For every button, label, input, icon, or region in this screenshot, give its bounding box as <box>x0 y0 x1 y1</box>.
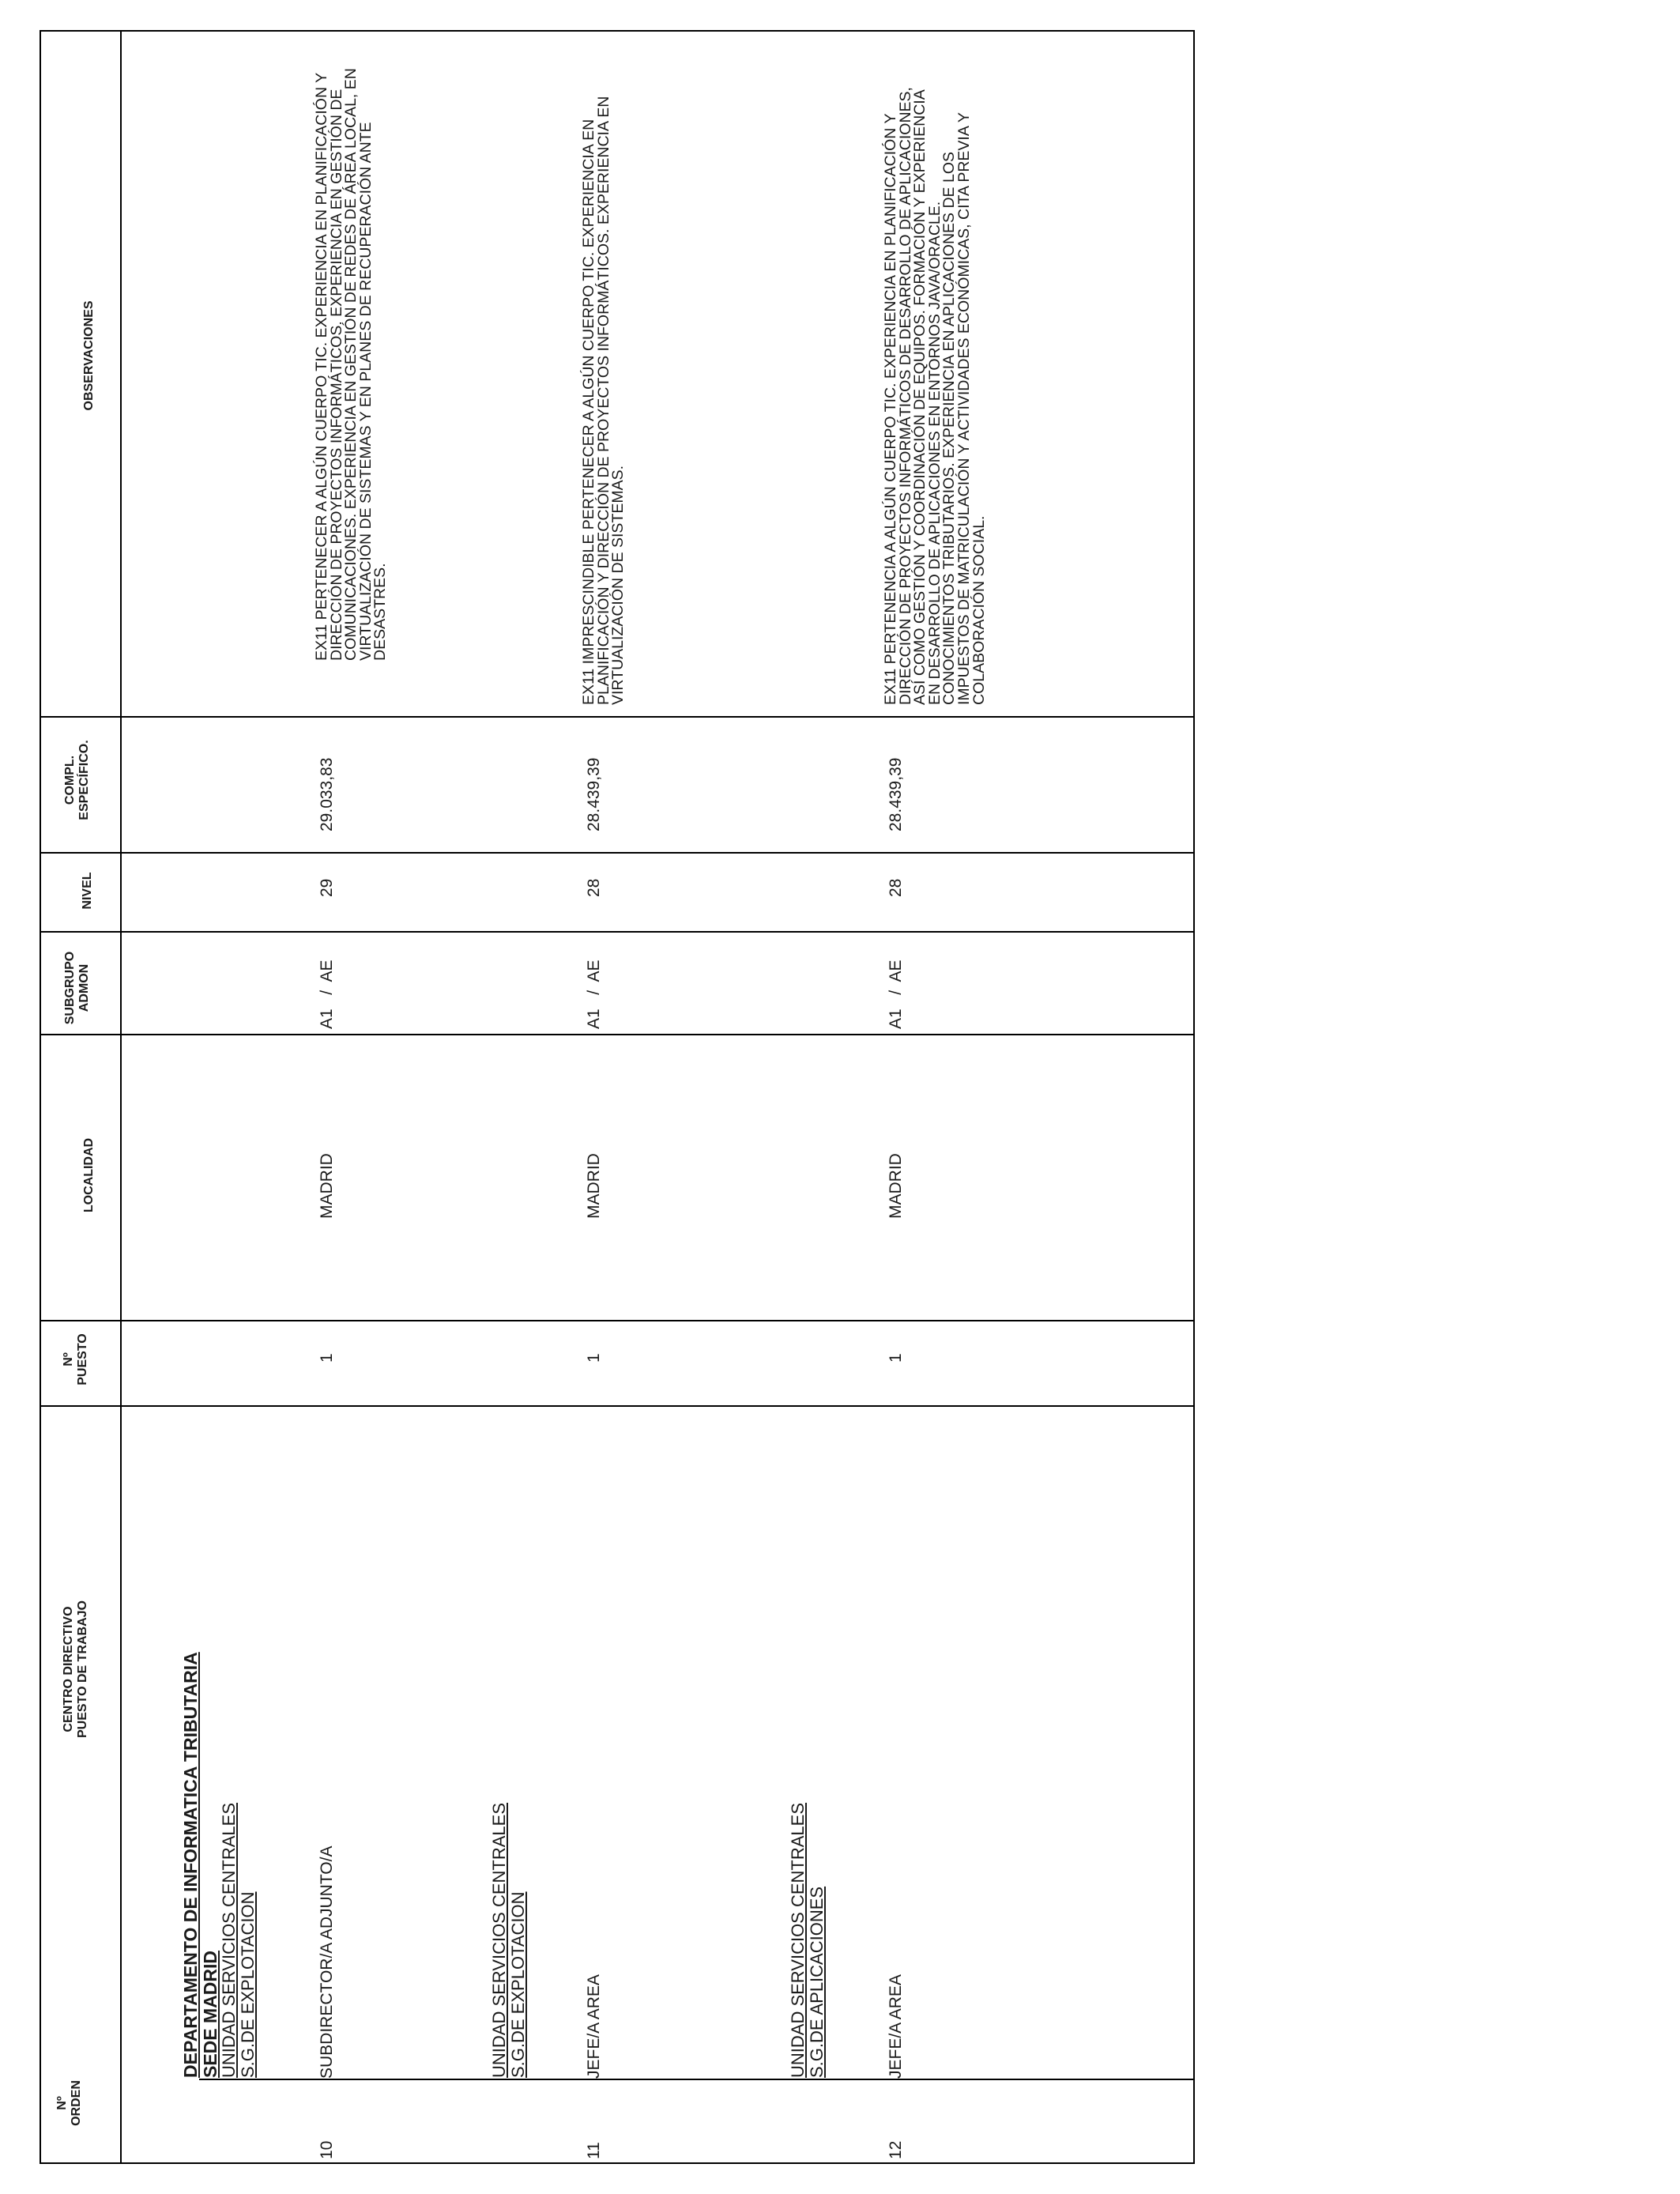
row-puesto-trabajo: JEFE/A AREA <box>887 1974 905 2079</box>
row-num-puesto: 1 <box>887 1353 905 1363</box>
row-orden: 11 <box>585 2142 603 2159</box>
unidad-title: UNIDAD SERVICIOS CENTRALES <box>489 1802 509 2078</box>
row-orden: 10 <box>318 2140 336 2159</box>
header-localidad: LOCALIDAD <box>82 1137 96 1213</box>
header-compl: COMPL. ESPECÍFICO. <box>63 740 91 820</box>
row-observaciones: EX11 IMPRESCINDIBLE PERTENECER A ALGÚN CUERPO TIC. EXPERIENCIA EN PLANIFICACIÓN Y DIRECCIÓN DE PROYECTOS INFORMÁTICOS. EXPERIENCIA EN VIRTUALIZACIÓN DE SISTEMAS. <box>580 96 627 705</box>
row-puesto-trabajo: JEFE/A AREA <box>585 1974 603 2079</box>
row-compl: 28.439,39 <box>585 757 603 831</box>
row-localidad: MADRID <box>318 1153 336 1219</box>
row-observaciones: EX11 PERTENECER A ALGÚN CUERPO TIC. EXPERIENCIA EN PLANIFICACIÓN Y DIRECCIÓN DE PROYECTOS INFORMÁTICOS. EXPERIENCIA EN GESTIÓN DE COMUNICACIONES. EXPERIENCIA EN GESTIÓN DE REDES DE ÁREA LOCAL, EN VIRTUALIZACIÓN DE SISTEMAS Y EN PLANES DE RECUPERACIÓN ANTE DESASTRES. <box>313 68 390 661</box>
header-puesto: Nº PUESTO <box>62 1333 89 1385</box>
subdireccion-title: S.G.DE EXPLOTACION <box>508 1891 528 2078</box>
row-nivel: 29 <box>318 878 336 897</box>
row-localidad: MADRID <box>887 1153 905 1219</box>
row-orden: 12 <box>887 2140 905 2159</box>
row-compl: 29.033,83 <box>318 757 336 831</box>
sede-title: SEDE MADRID <box>200 1950 220 2078</box>
row-nivel: 28 <box>585 878 603 897</box>
header-divider <box>120 32 122 2164</box>
subdireccion-title: S.G.DE APLICACIONES <box>807 1886 827 2078</box>
col-divider <box>41 1320 1195 1321</box>
row-subgrupo: A1 / AE <box>887 959 905 1029</box>
row-num-puesto: 1 <box>318 1353 336 1363</box>
header-nivel: NIVEL <box>81 872 94 910</box>
row-subgrupo: A1 / AE <box>318 959 336 1029</box>
header-centro: CENTRO DIRECTIVO PUESTO DE TRABAJO <box>62 1600 89 1738</box>
unidad-title: UNIDAD SERVICIOS CENTRALES <box>219 1802 239 2078</box>
col-divider <box>41 852 1195 854</box>
header-orden: Nº ORDEN <box>55 2080 83 2126</box>
group-heading <box>180 1525 258 2078</box>
header-observaciones: OBSERVACIONES <box>82 300 96 411</box>
row-group-heading <box>789 1683 827 2078</box>
col-divider <box>41 931 1195 933</box>
row-subgrupo: A1 / AE <box>585 959 603 1029</box>
subdireccion-title: S.G.DE EXPLOTACION <box>238 1891 258 2078</box>
header-subgrupo: SUBGRUPO ADMON <box>63 951 91 1025</box>
col-divider <box>199 2079 1195 2080</box>
row-num-puesto: 1 <box>585 1353 603 1363</box>
row-localidad: MADRID <box>585 1153 603 1219</box>
unidad-title: UNIDAD SERVICIOS CENTRALES <box>788 1802 808 2078</box>
col-divider <box>41 1405 1195 1407</box>
row-compl: 28.439,39 <box>887 757 905 831</box>
row-nivel: 28 <box>887 878 905 897</box>
col-divider <box>41 1034 1195 1035</box>
row-puesto-trabajo: SUBDIRECTOR/A ADJUNTO/A <box>318 1845 336 2079</box>
col-divider <box>41 716 1195 718</box>
department-title: DEPARTAMENTO DE INFORMATICA TRIBUTARIA <box>180 1652 201 2078</box>
row-group-heading <box>490 1683 528 2078</box>
row-observaciones: EX11 PERTENENCIA A ALGÚN CUERPO TIC. EXPERIENCIA EN PLANIFICACIÓN Y DIRECCIÓN DE PROYECTOS INFORMÁTICOS DE DESARROLLO DE APLICACIONES, ASÍ COMO GESTIÓN Y COORDINACIÓN DE EQUIPOS. FORMACIÓN Y EXPERIENCIA EN DESARROLLO DE APLICACIONES EN ENTORNOS JAVA/ORACLE. CONOCIMIENTOS TRIBUTARIOS. EXPERIENCIA EN APLICACIONES DE LOS IMPUESTOS DE MATRICULACIÓN Y ACTIVIDADES ECONÓMICAS, CITA PREVIA Y COLABORACIÓN SOCIAL. <box>882 87 988 705</box>
